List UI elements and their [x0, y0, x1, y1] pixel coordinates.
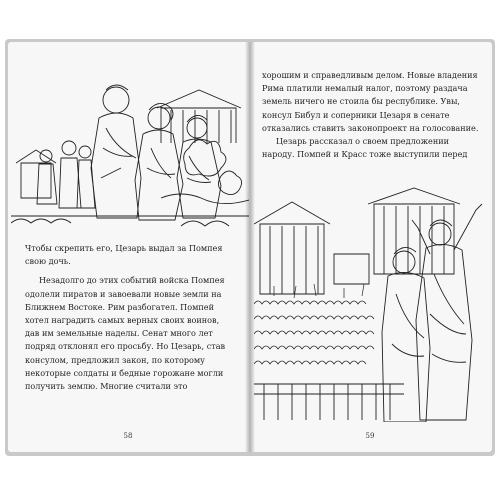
left-page — [8, 42, 250, 452]
paragraph: Чтобы скрепить его, Цезарь выдал за Помпея свою дочь. — [25, 243, 223, 267]
book-spine-shadow — [245, 42, 255, 452]
page-number: 58 — [120, 430, 136, 442]
paragraph: хорошим и справедливым делом. Новые владения Рима платили немалый налог, поэтому раздача земель ничего не стоила бы республике. Увы, консул Бибул и соперники Цезаря в сенате отказались ставить законопроект на голосование. — [262, 70, 479, 133]
paragraph: Незадолго до этих событий войска Помпея одолели пиратов и завоевали новые земли на Ближнем Востоке. Рим разбогател. Помпей хотел наградить самых верных своих воинов, дав им земельные наделы. Сенат много лет подряд отклонял его просьбу. Но Цезарь, став консулом, предложил закон, по которому некоторые солдаты и бедные горожане могли получить землю. Многие считали это — [25, 275, 226, 392]
paragraph: Цезарь рассказал о своем предложении народу. Помпей и Красс тоже выступили перед — [262, 136, 468, 160]
left-illustration-romans — [11, 48, 249, 236]
right-page — [250, 42, 492, 452]
open-book — [5, 39, 495, 456]
page-number: 59 — [362, 430, 378, 442]
right-illustration-crowd — [254, 184, 488, 422]
left-page-text — [25, 242, 235, 393]
right-page-text — [262, 69, 480, 161]
